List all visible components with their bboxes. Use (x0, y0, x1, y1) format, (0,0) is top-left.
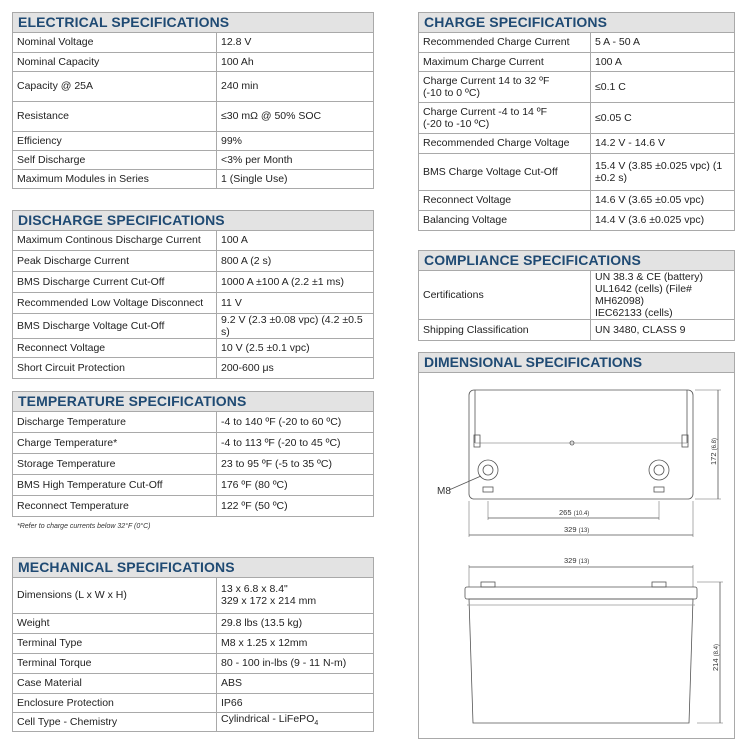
dimensions-metric: 329 x 172 x 214 mm (221, 595, 317, 608)
row-value: M8 x 1.25 x 12mm (217, 633, 374, 653)
terminal-left-inner (483, 465, 493, 475)
value-line-1: 15.4 V (3.85 ±0.025 vpc) (1 (595, 159, 723, 172)
row-label: Capacity @ 25A (13, 71, 217, 101)
row-label: Enclosure Protection (13, 693, 217, 712)
side-view (465, 565, 723, 723)
side-terminal-right (652, 582, 666, 587)
electrical-title: ELECTRICAL SPECIFICATIONS (13, 13, 373, 33)
row-label: Self Discharge (13, 150, 217, 169)
row-value: 200-600 μs (221, 361, 274, 374)
discharge-title: DISCHARGE SPECIFICATIONS (13, 211, 373, 231)
electrical-table (13, 33, 373, 188)
row-label: Terminal Torque (13, 653, 217, 673)
compliance-title: COMPLIANCE SPECIFICATIONS (419, 251, 734, 271)
row-label: Dimensions (L x W x H) (13, 578, 217, 613)
row-label: Short Circuit Protection (13, 357, 217, 378)
row-value: ≤30 mΩ @ 50% SOC (217, 101, 374, 131)
compliance-table (419, 271, 734, 340)
side-lid (465, 587, 697, 599)
row-value: 23 to 95 ºF (-5 to 35 ºC) (217, 453, 374, 474)
cert-line-1: UN 38.3 & CE (battery) (595, 271, 703, 283)
row-label: Reconnect Voltage (13, 338, 217, 357)
row-value: 1000 A ±100 A (2.2 ±1 ms) (217, 271, 374, 292)
electrical-specs (12, 12, 374, 189)
row-label: Terminal Type (13, 633, 217, 653)
temperature-table (13, 412, 373, 516)
row-value (217, 712, 374, 731)
row-value: ≤0.05 C (591, 102, 735, 133)
row-label: Case Material (13, 673, 217, 693)
cell-chemistry: Cylindrical - LiFePO (221, 713, 315, 726)
row-label: Efficiency (13, 131, 217, 150)
row-label: BMS Discharge Current Cut-Off (13, 271, 217, 292)
row-value (591, 271, 735, 320)
charge-specs (418, 12, 735, 231)
row-label: Cell Type - Chemistry (13, 712, 217, 731)
side-terminal-left (481, 582, 495, 587)
row-value: 176 ºF (80 ºC) (217, 474, 374, 495)
dimensional-drawing (419, 373, 734, 737)
row-label: Reconnect Voltage (419, 190, 591, 210)
row-label: BMS Discharge Voltage Cut-Off (13, 313, 217, 338)
temperature-title: TEMPERATURE SPECIFICATIONS (13, 392, 373, 412)
row-value: 1 (Single Use) (221, 172, 288, 185)
row-label: Nominal Capacity (13, 52, 217, 71)
row-value: 11 V (217, 292, 374, 313)
row-value: 100 A (591, 52, 735, 71)
value-line-2: ±0.2 s) (595, 171, 628, 184)
row-value: <3% per Month (217, 150, 374, 169)
row-value: 100 Ah (217, 52, 374, 71)
row-value: 122 ºF (50 ºC) (221, 499, 288, 512)
charge-table (419, 33, 734, 230)
label-line-1: Charge Current -4 to 14 ºF (423, 105, 548, 118)
row-label (419, 71, 591, 102)
cert-line-3: IEC62133 (cells) (595, 307, 673, 319)
row-value: 99% (217, 131, 374, 150)
row-value: 14.6 V (3.65 ±0.05 vpc) (591, 190, 735, 210)
row-value: 9.2 V (2.3 ±0.08 vpc) (4.2 ±0.5 s) (217, 313, 374, 338)
dimensional-specs (418, 352, 735, 739)
row-value: 29.8 lbs (13.5 kg) (217, 613, 374, 633)
row-value: 14.2 V - 14.6 V (591, 133, 735, 153)
terminal-left-base (483, 487, 493, 492)
row-label: BMS High Temperature Cut-Off (13, 474, 217, 495)
label-line-1: Charge Current 14 to 32 ºF (423, 74, 550, 87)
row-value: 80 - 100 in-lbs (9 - 11 N-m) (217, 653, 374, 673)
row-label: Resistance (13, 101, 217, 131)
row-value: IP66 (217, 693, 374, 712)
row-label: Recommended Charge Voltage (419, 133, 591, 153)
discharge-specs (12, 210, 374, 379)
cert-line-2: UL1642 (cells) (File# MH62098) (595, 283, 692, 307)
row-label: Certifications (419, 271, 591, 320)
length-side-label: 329 (13) (564, 556, 590, 565)
row-value: -4 to 140 ºF (-20 to 60 ºC) (217, 412, 374, 432)
terminal-right-inner (654, 465, 664, 475)
mechanical-title: MECHANICAL SPECIFICATIONS (13, 558, 373, 578)
row-label: Maximum Charge Current (419, 52, 591, 71)
row-value: ABS (217, 673, 374, 693)
row-value (217, 578, 374, 613)
length-top-label: 329 (13) (564, 525, 590, 534)
row-label: Balancing Voltage (419, 210, 591, 230)
label-line-2: (-20 to -10 ºC) (423, 117, 490, 130)
row-label: Shipping Classification (419, 320, 591, 340)
row-label: Peak Discharge Current (13, 250, 217, 271)
compliance-specs (418, 250, 735, 341)
row-label: Maximum Modules in Series (13, 169, 217, 188)
label-line-2: (-10 to 0 ºC) (423, 86, 480, 99)
chemistry-subscript: 4 (314, 720, 319, 728)
row-value: 800 A (2 s) (217, 250, 374, 271)
row-value: -4 to 113 ºF (-20 to 45 ºC) (217, 432, 374, 453)
terminal-label: M8 (437, 486, 451, 497)
discharge-table (13, 231, 373, 378)
row-label: Nominal Voltage (13, 33, 217, 52)
row-value: 240 min (217, 71, 374, 101)
dimensions-imperial: 13 x 6.8 x 8.4" (221, 583, 288, 596)
row-label: Maximum Continous Discharge Current (13, 231, 217, 250)
row-label (419, 102, 591, 133)
terminal-right-outer (649, 460, 669, 480)
row-label: Recommended Low Voltage Disconnect (13, 292, 217, 313)
row-value: 14.4 V (3.6 ±0.025 vpc) (595, 214, 705, 227)
row-label: Discharge Temperature (13, 412, 217, 432)
terminal-right-base (654, 487, 664, 492)
row-value: UN 3480, CLASS 9 (595, 323, 686, 336)
row-label: Weight (13, 613, 217, 633)
row-label: Storage Temperature (13, 453, 217, 474)
width-top-label: 265 (10.4) (559, 508, 590, 517)
m8-leader (449, 476, 481, 490)
top-view-outline (469, 390, 693, 499)
temperature-specs (12, 391, 374, 517)
terminal-left-outer (478, 460, 498, 480)
height-label: 214 (8.4) (711, 644, 720, 671)
row-value: 100 A (217, 231, 374, 250)
row-value: 12.8 V (217, 33, 374, 52)
row-value: ≤0.1 C (591, 71, 735, 102)
row-label: BMS Charge Voltage Cut-Off (419, 153, 591, 190)
row-label: Recommended Charge Current (419, 33, 591, 52)
charge-title: CHARGE SPECIFICATIONS (419, 13, 734, 33)
temperature-note: *Refer to charge currents below 32°F (0°C) (17, 523, 151, 530)
dimensional-title: DIMENSIONAL SPECIFICATIONS (419, 353, 734, 373)
row-label: Reconnect Temperature (13, 495, 217, 516)
row-label: Charge Temperature* (13, 432, 217, 453)
row-value (591, 153, 735, 190)
mechanical-specs (12, 557, 374, 732)
row-value: 10 V (2.5 ±0.1 vpc) (217, 338, 374, 357)
mechanical-table (13, 578, 373, 731)
row-value: 5 A - 50 A (591, 33, 735, 52)
side-body (469, 599, 693, 723)
depth-label: 172 (6.8) (709, 438, 718, 465)
